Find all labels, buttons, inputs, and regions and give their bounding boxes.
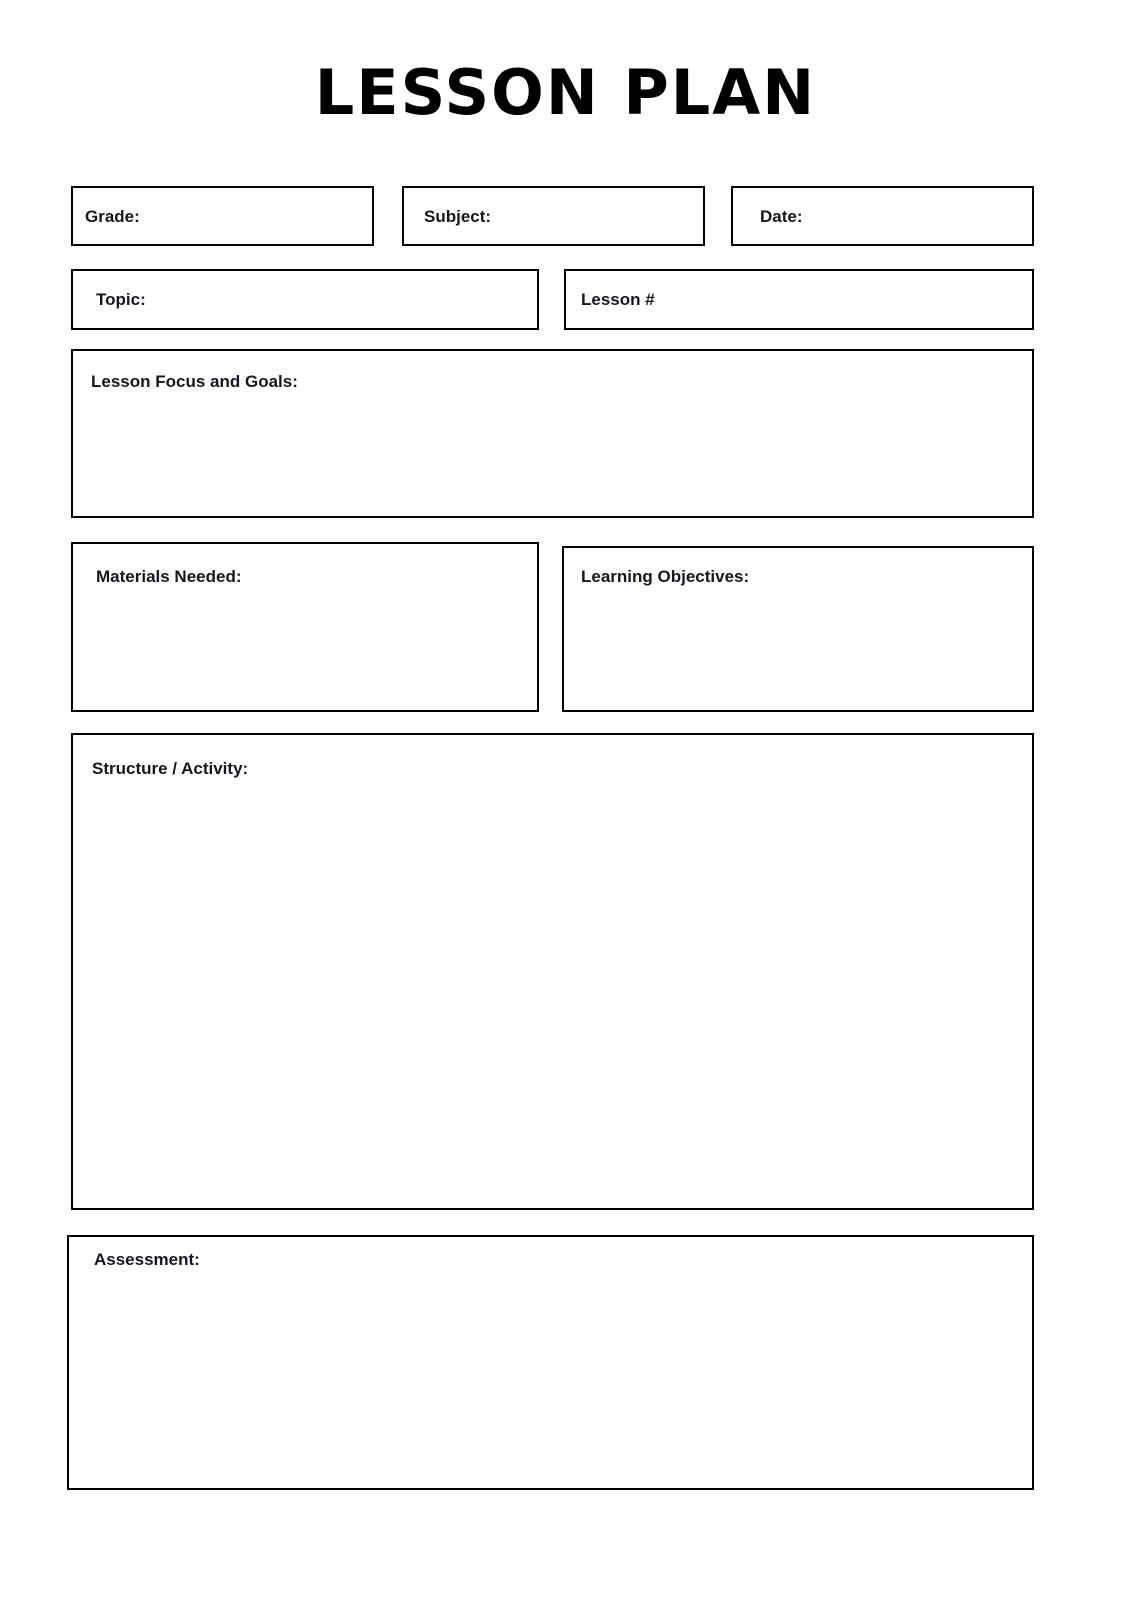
learning-objectives-label: Learning Objectives:	[581, 567, 750, 586]
page-title: LESSON PLAN	[314, 56, 817, 129]
topic-label: Topic:	[96, 290, 146, 309]
structure-activity-field[interactable]	[71, 733, 1034, 1210]
assessment-label: Assessment:	[94, 1250, 200, 1269]
lesson-focus-label: Lesson Focus and Goals:	[91, 372, 298, 391]
date-label: Date:	[760, 207, 803, 226]
structure-activity-label: Structure / Activity:	[92, 759, 249, 778]
materials-label: Materials Needed:	[96, 567, 242, 586]
grade-label: Grade:	[85, 207, 140, 226]
assessment-field[interactable]	[67, 1235, 1034, 1490]
subject-label: Subject:	[424, 207, 492, 226]
lesson-number-label: Lesson #	[581, 290, 655, 309]
